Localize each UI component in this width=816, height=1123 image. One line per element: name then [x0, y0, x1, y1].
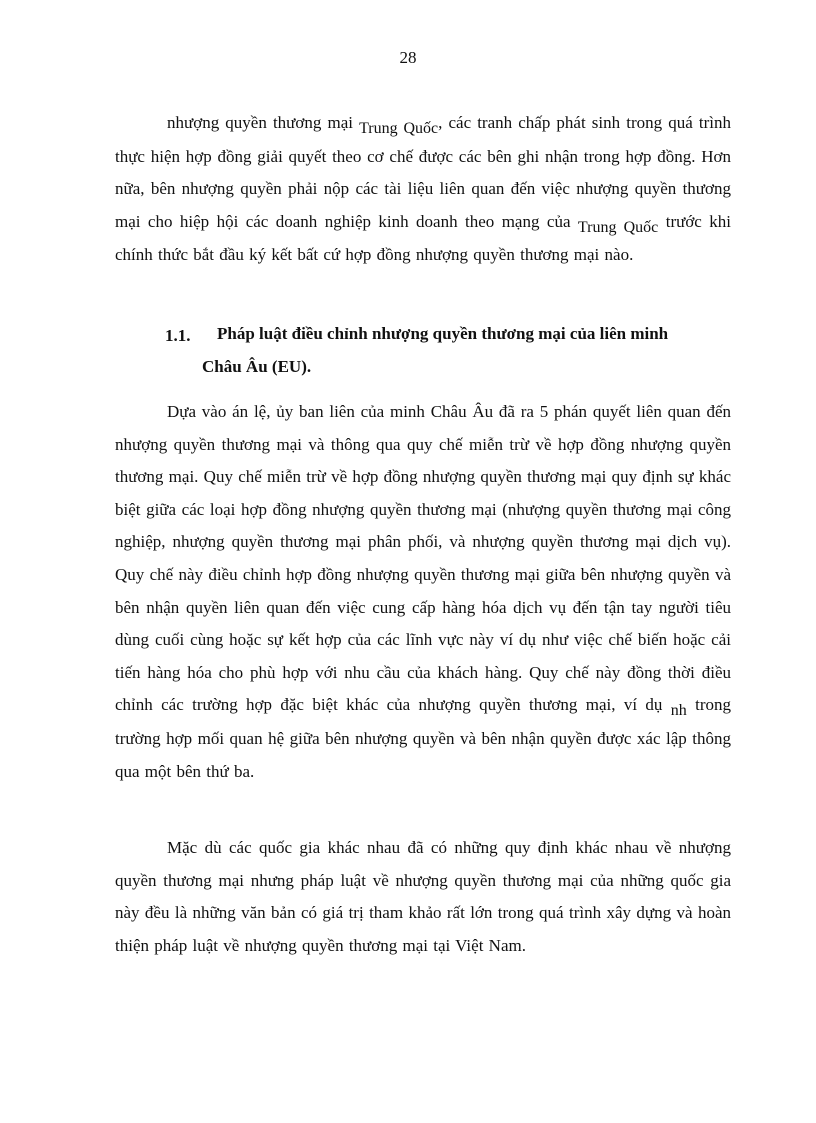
paragraph-1 [115, 107, 731, 272]
paragraph-2 [115, 396, 731, 788]
paragraph-2-text-b: trong trường hợp mối quan hệ giữa bên nhượng quyền và bên nhận quyền được xác lập thông qua một bên thứ ba. [115, 695, 731, 781]
paragraph-1-text-a: nhượng quyền thương mại [167, 113, 360, 132]
section-heading [165, 318, 735, 351]
paragraph-2-text-a: Dựa vào án lệ, ủy ban liên của minh Châu Âu đã ra 5 phán quyết liên quan đến nhượng quyền thương mại và thông qua quy chế miễn trừ về hợp đồng nhượng quyền thương mại. Quy chế miễn trừ về hợp đồng nhượng quyền thương mại quy định sự khác biệt giữa các loại hợp đồng nhượng quyền thương mại (nhượng quyền thương mại công nghiệp, nhượng quyền thương mại phân phối, và nhượng quyền thương mại dịch vụ). Quy chế này điều chỉnh hợp đồng nhượng quyền thương mại giữa bên nhượng quyền và bên nhận quyền liên quan đến việc cung cấp hàng hóa dịch vụ đến tận tay người tiêu dùng cuối cùng hoặc sự kết hợp của các lĩnh vực này ví dụ như việc chế biến hoặc cải tiến hàng hóa cho phù hợp với nhu cầu của khách hàng. Quy chế này đồng thời điều chỉnh các trường hợp đặc biệt khác của nhượng quyền thương mại, ví dụ [115, 402, 731, 715]
paragraph-3: Mặc dù các quốc gia khác nhau đã có những quy định khác nhau về nhượng quyền thương mại nhưng pháp luật về nhượng quyền thương mại của những quốc gia này đều là những văn bản có giá trị tham khảo rất lớn trong quá trình xây dựng và hoàn thiện pháp luật về nhượng quyền thương mại tại Việt Nam. [115, 838, 731, 955]
paragraph-1-subscript-a: Trung Quốc [359, 120, 439, 137]
paragraph-1-text-c: trước khi chính thức bắt đầu ký kết bất cứ hợp đồng nhượng quyền thương mại nào. [115, 211, 731, 265]
section-title-line-2: Châu Âu (EU). [202, 357, 312, 376]
section-number: 1.1. [165, 326, 191, 345]
paragraph-1-subscript-b: Trung Quốc [577, 218, 659, 236]
page-number: 28 [399, 48, 417, 67]
section-title-line-1: Pháp luật điều chỉnh nhượng quyền thương mại của liên minh [217, 324, 669, 343]
paragraph-2-subscript: nh [670, 702, 687, 720]
paragraph-1-text-b: , các tranh chấp phát sinh trong quá trình thực hiện hợp đồng giải quyết theo cơ chế được các bên ghi nhận trong hợp đồng. Hơn nữa, bên nhượng quyền phải nộp các tài liệu liên quan đến việc nhượng quyền thương mại cho hiệp hội các doanh nghiệp kinh doanh theo mạng của [115, 113, 731, 231]
